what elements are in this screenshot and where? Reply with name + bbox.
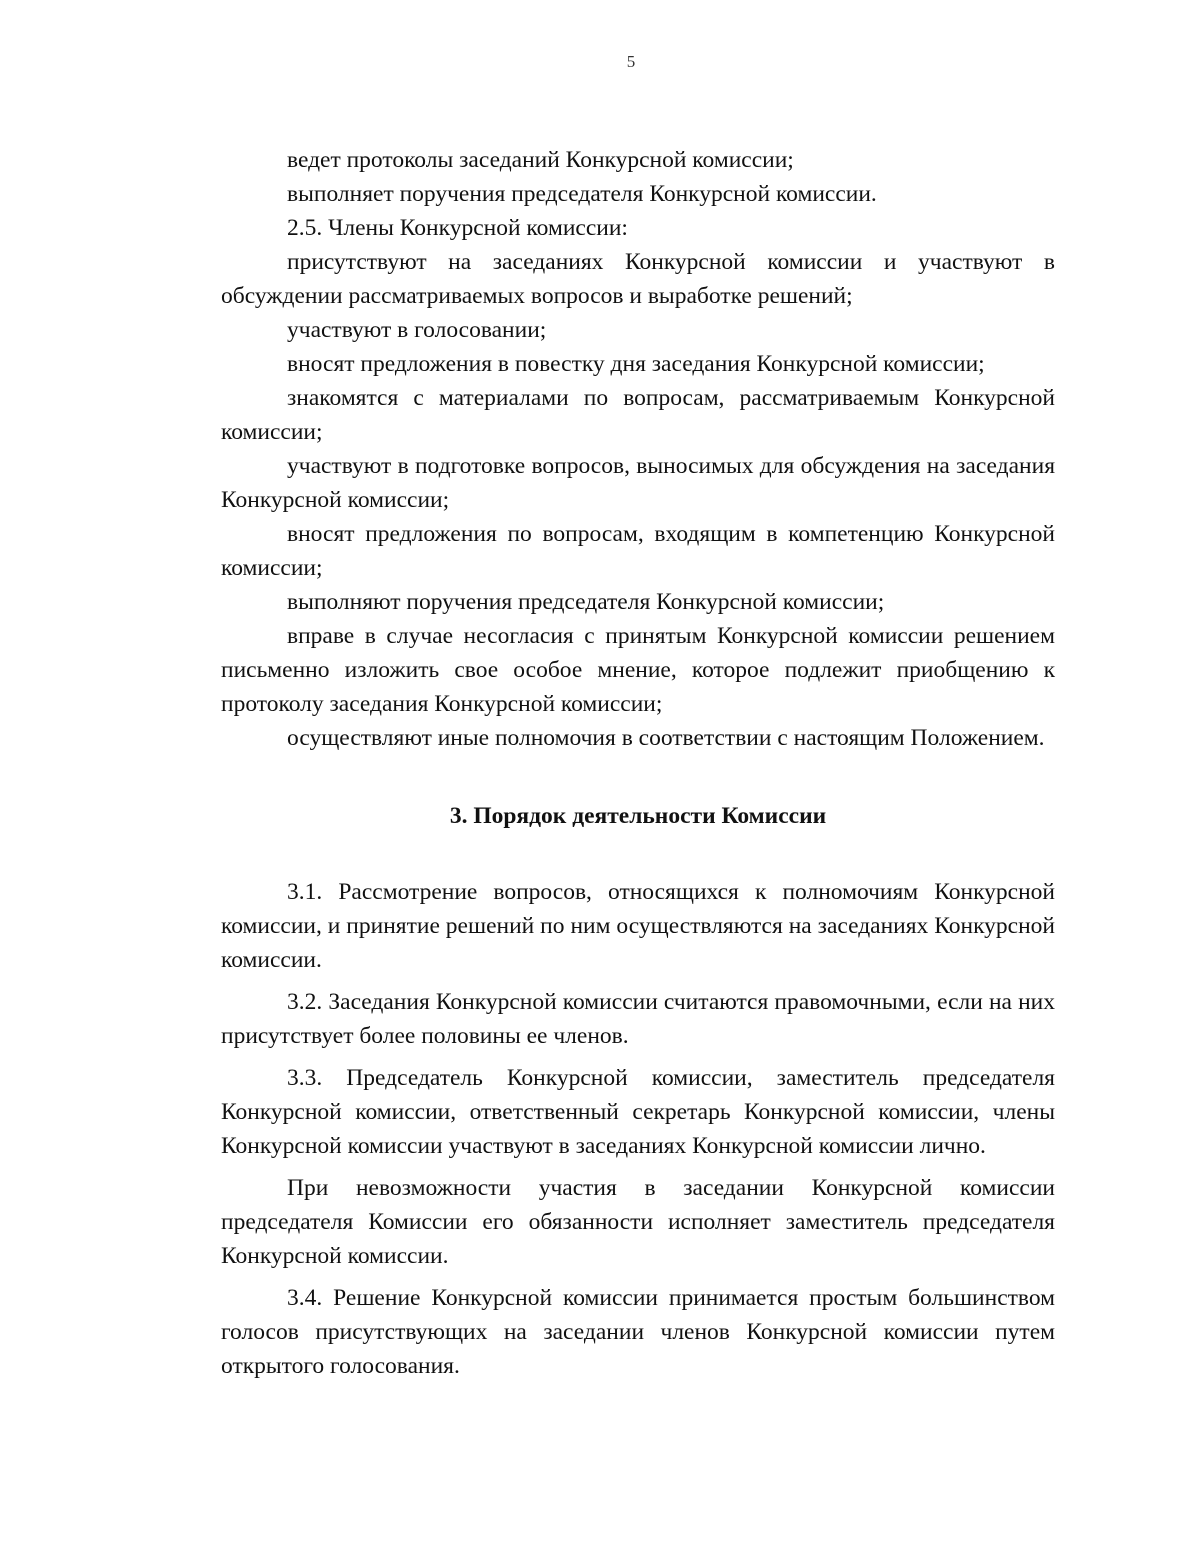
paragraph: вносят предложения в повестку дня заседания Конкурсной комиссии;	[287, 351, 985, 377]
paragraph: 3.1. Рассмотрение вопросов, относящихся к полномочиям Конкурсной комиссии, и принятие решений по ним осуществляются на заседаниях Конкурсной комиссии.	[221, 879, 1055, 973]
page-number: 5	[626, 52, 636, 71]
paragraph: 2.5. Члены Конкурсной комиссии:	[287, 215, 628, 241]
paragraph: присутствуют на заседаниях Конкурсной комиссии и участвуют в обсуждении рассматриваемых вопросов и выработке решений;	[221, 249, 1055, 309]
paragraph: ведет протоколы заседаний Конкурсной комиссии;	[287, 147, 794, 173]
document-body	[221, 143, 1055, 1383]
paragraph: При невозможности участия в заседании Конкурсной комиссии председателя Комиссии его обязанности исполняет заместитель председателя Конкурсной комиссии.	[221, 1175, 1055, 1269]
paragraph: 3.4. Решение Конкурсной комиссии принимается простым большинством голосов присутствующих на заседании членов Конкурсной комиссии путем открытого голосования.	[221, 1285, 1055, 1379]
paragraph: вправе в случае несогласия с принятым Конкурсной комиссии решением письменно изложить свое особое мнение, которое подлежит приобщению к протоколу заседания Конкурсной комиссии;	[221, 623, 1055, 717]
paragraph: 3.3. Председатель Конкурсной комиссии, заместитель председателя Конкурсной комиссии, ответственный секретарь Конкурсной комиссии, члены Конкурсной комиссии участвуют в заседаниях Конкурсной комиссии лично.	[221, 1065, 1055, 1159]
section-heading: 3. Порядок деятельности Комиссии	[449, 803, 827, 829]
paragraph: вносят предложения по вопросам, входящим в компетенцию Конкурсной комиссии;	[221, 521, 1055, 581]
paragraph: осуществляют иные полномочия в соответствии с настоящим Положением.	[287, 725, 1045, 751]
paragraph: участвуют в голосовании;	[287, 317, 547, 343]
paragraph: знакомятся с материалами по вопросам, рассматриваемым Конкурсной комиссии;	[221, 385, 1055, 445]
paragraph: участвуют в подготовке вопросов, выносимых для обсуждения на заседания Конкурсной комиссии;	[221, 453, 1055, 513]
paragraph: выполняют поручения председателя Конкурсной комиссии;	[287, 589, 885, 615]
paragraph: 3.2. Заседания Конкурсной комиссии считаются правомочными, если на них присутствует более половины ее членов.	[221, 989, 1055, 1049]
paragraph: выполняет поручения председателя Конкурсной комиссии.	[287, 181, 877, 207]
